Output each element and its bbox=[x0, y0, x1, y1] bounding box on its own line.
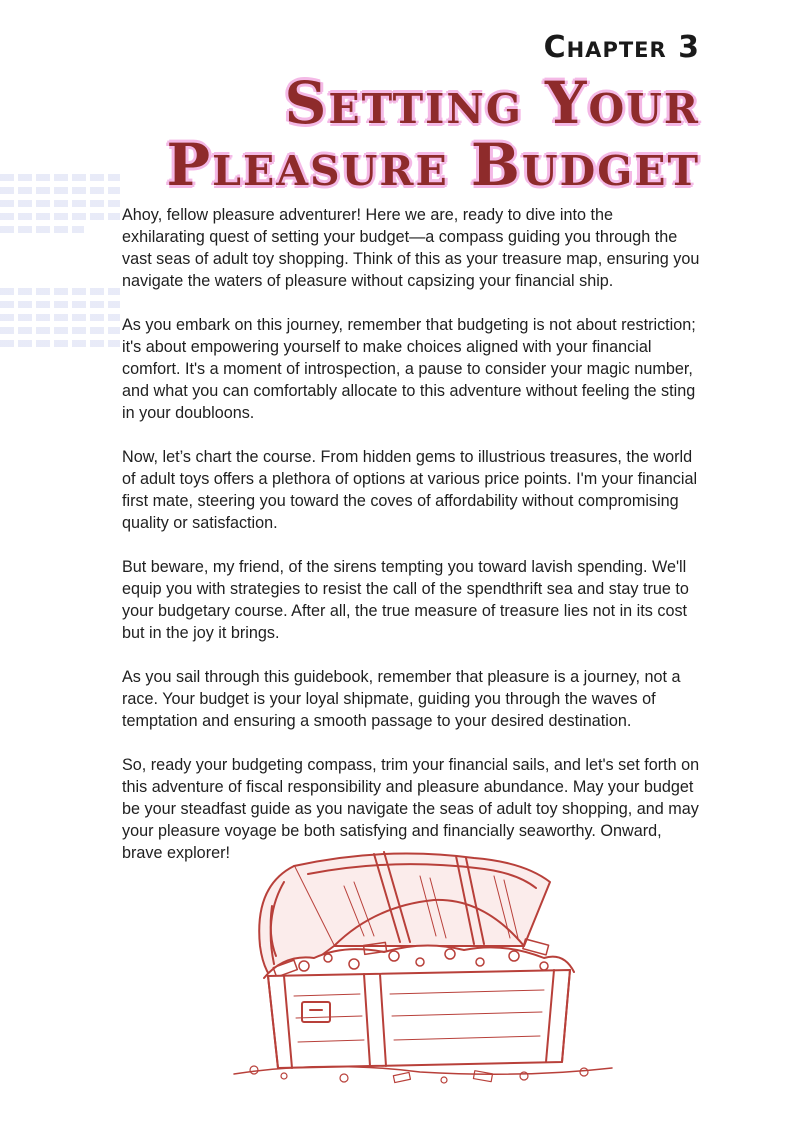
paragraph: So, ready your budgeting compass, trim your financial sails, and let's set forth on this adventure of fiscal responsibility and pleasure abundance. May your budget be your steadfast guide as you navigate the seas of adult toy shopping, and may your pleasure voyage be both satisfying and financially seaworthy. Onward, brave explorer! bbox=[122, 756, 700, 862]
page-title bbox=[140, 69, 700, 199]
paragraph: Now, let’s chart the course. From hidden gems to illustrious treasures, the world of adult toys offers a plethora of options at various price points. I'm your financial first mate, steering you toward the coves of affordability without compromising quality or satisfaction. bbox=[122, 448, 698, 532]
title-line-1: Setting Your bbox=[284, 69, 700, 137]
body-text bbox=[122, 204, 700, 886]
treasure-chest-icon bbox=[224, 846, 616, 1090]
bleed-through-decoration bbox=[0, 168, 120, 239]
paragraph: As you embark on this journey, remember that budgeting is not about restriction; it's about empowering yourself to make choices aligned with your financial comfort. It's a moment of introspection, a pause to consider your magic number, and what you can comfortably allocate to this adventure without feeling the sting in your doubloons. bbox=[122, 316, 696, 422]
paragraph: Ahoy, fellow pleasure adventurer! Here we are, ready to dive into the exhilarating quest of setting your budget—a compass guiding you through the vast seas of adult toy shopping. Think of this as your treasure map, ensuring you navigate the waters of pleasure without capsizing your financial ship. bbox=[122, 206, 700, 290]
title-line-2: Pleasure Budget bbox=[166, 131, 700, 199]
paragraph: As you sail through this guidebook, remember that pleasure is a journey, not a race. Your budget is your loyal shipmate, guiding you through the waves of temptation and ensuring a smooth passage to your desired destination. bbox=[122, 668, 681, 730]
chapter-label: Chapter 3 bbox=[543, 30, 700, 65]
paragraph: But beware, my friend, of the sirens tempting you toward lavish spending. We'll equip you with strategies to resist the call of the spendthrift sea and stay true to your budgetary course. After all, the true measure of treasure lies not in its cost but in the joy it brings. bbox=[122, 558, 689, 642]
bleed-through-decoration bbox=[0, 282, 120, 353]
